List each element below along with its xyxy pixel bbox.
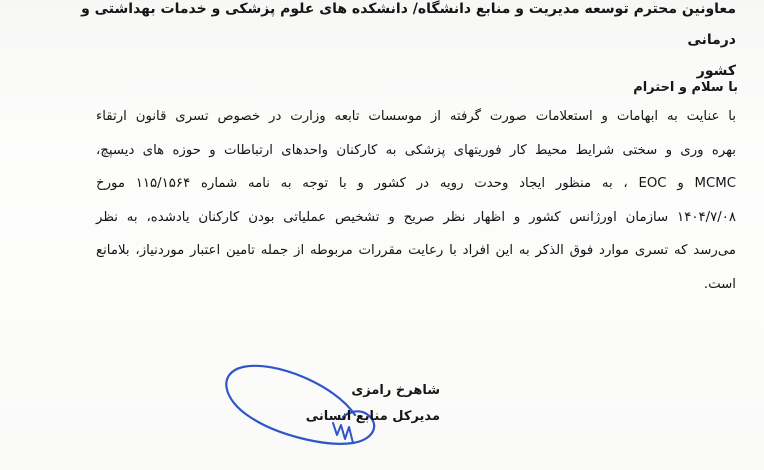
- signer-name: شاهرخ رامزی: [351, 383, 440, 398]
- addressee-block: [36, 0, 736, 87]
- body-line: بهره وری و سختی شرایط محیط کار فوریتهای پزشکی به کارکنان واحدهای ارتباطات و حوزه های دیسپچ،: [96, 142, 736, 158]
- body-line: است.: [703, 276, 736, 292]
- body-line: می‌رسد که تسری موارد فوق الذکر به این افراد با رعایت مقررات مربوطه از جمله تامین اعتبار موردنیاز، بلامانع: [96, 243, 736, 258]
- signer-title: مدیرکل منابع انسانی: [305, 409, 440, 424]
- body-line: با عنایت به ابهامات و استعلامات صورت گرفته از موسسات تابعه وزارت در خصوص تسری قانون ارتقاء: [96, 109, 736, 124]
- addressee-line-2: کشور: [696, 63, 736, 79]
- body-line: ۱۴۰۴/۷/۰۸ سازمان اورژانس کشور و اظهار نظر صریح و تشخیص عملیاتی بودن کارکنان یادشده، به نظر: [96, 209, 736, 225]
- letter-body: [96, 100, 736, 301]
- signer-block: [300, 378, 440, 430]
- salutation: با سلام و احترام: [633, 80, 738, 95]
- body-line: MCMC و EOC ، به منظور ایجاد وحدت رویه در کشور و با توجه به نامه شماره ۱۱۵/۱۵۶۴ مورخ: [96, 176, 736, 191]
- addressee-line-1: معاونین محترم توسعه مدیریت و منابع دانشگاه/ دانشکده های علوم پزشکی و خدمات بهداشتی و درمانی: [81, 1, 736, 48]
